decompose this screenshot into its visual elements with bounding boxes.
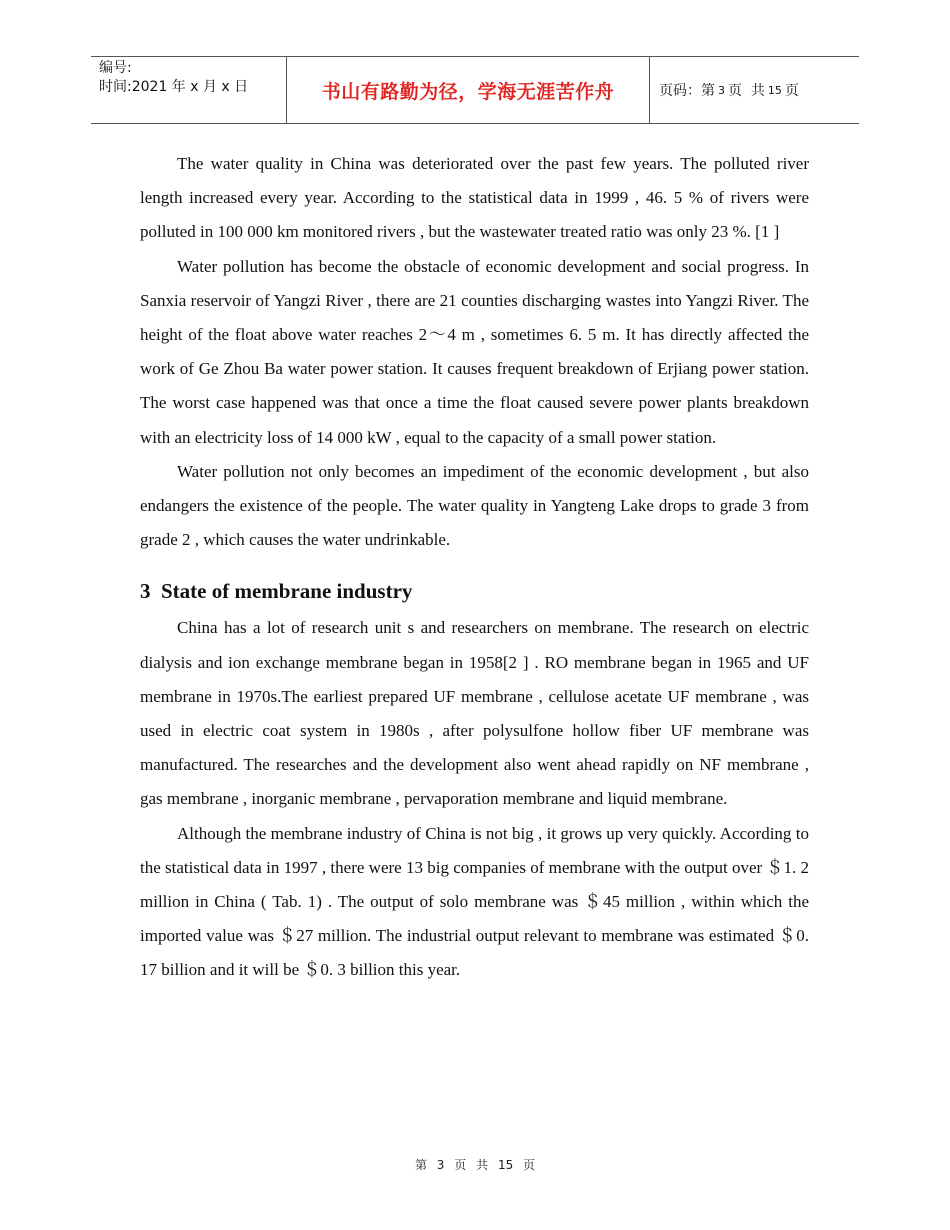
header-page-mid: 页 共 <box>728 83 765 99</box>
body-paragraph: Water pollution has become the obstacle of economic development and social progress. In Sanxia reservoir of Yangzi River , there are 21 counties discharging wastes into Yangzi River. The height of the float above water reaches 2～4 m , sometimes 6. 5 m. It has directly affected the work of Ge Zhou Ba water power station. It causes frequent breakdown of Erjiang power station. The worst case happened was that once a time the float caused severe power plants breakdown with an electricity loss of 14 000 kW , equal to the capacity of a small power station. <box>140 256 809 447</box>
section-heading: 3 State of membrane industry <box>140 579 413 604</box>
header-page-total: 15 <box>767 83 782 97</box>
header-motto: 书山有路勤为径，学海无涯苦作舟 <box>287 57 650 123</box>
body-paragraph: Water pollution not only becomes an impediment of the economic development , but also endangers the existence of the people. The water quality in Yangteng Lake drops to grade 3 from grade 2 , which causes the water undrinkable. <box>140 461 809 550</box>
body-paragraph: The water quality in China was deteriorated over the past few years. The polluted river length increased every year. According to the statistical data in 1999 , 46. 5 % of rivers were polluted in 100 000 km monitored rivers , but the wastewater treated ratio was only 23 %. [1 ] <box>140 154 809 242</box>
page-footer <box>0 1156 950 1173</box>
document-date-label: 时间:2021 年 x 月 x 日 <box>99 79 249 95</box>
footer-suffix: 页 <box>523 1158 536 1172</box>
body-paragraph: Although the membrane industry of China is not big , it grows up very quickly. According to the statistical data in 1997 , there were 13 big companies of membrane with the output over ＄1. 2 million in China ( Tab. 1) . The output of solo membrane was ＄45 million , within which the imported value was ＄27 million. The industrial output relevant to membrane was estimated ＄0. 17 billion and it will be ＄0. 3 billion this year. <box>140 823 809 980</box>
header-page-current: 3 <box>718 83 725 97</box>
footer-mid-1: 页 <box>454 1158 467 1172</box>
footer-current-page: 3 <box>436 1158 445 1172</box>
header-page-suffix: 页 <box>784 83 799 99</box>
page-header <box>91 56 859 124</box>
footer-total-pages: 15 <box>497 1158 514 1172</box>
document-body <box>140 147 809 988</box>
footer-mid-2: 共 <box>476 1158 489 1172</box>
header-meta <box>91 57 287 123</box>
footer-prefix: 第 <box>414 1158 427 1172</box>
header-page-number <box>650 57 859 123</box>
body-paragraph: China has a lot of research unit s and researchers on membrane. The research on electric dialysis and ion exchange membrane began in 1958[2 ] . RO membrane began in 1965 and UF membrane in 1970s.The earliest prepared UF membrane , cellulose acetate UF membrane , was used in electric coat system in 1980s , after polysulfone hollow fiber UF membrane was manufactured. The researches and the development also went ahead rapidly on NF membrane , gas membrane , inorganic membrane , pervaporation membrane and liquid membrane. <box>140 618 809 809</box>
document-number-label: 编号: <box>99 60 132 76</box>
header-page-prefix: 页码：第 <box>659 83 715 99</box>
